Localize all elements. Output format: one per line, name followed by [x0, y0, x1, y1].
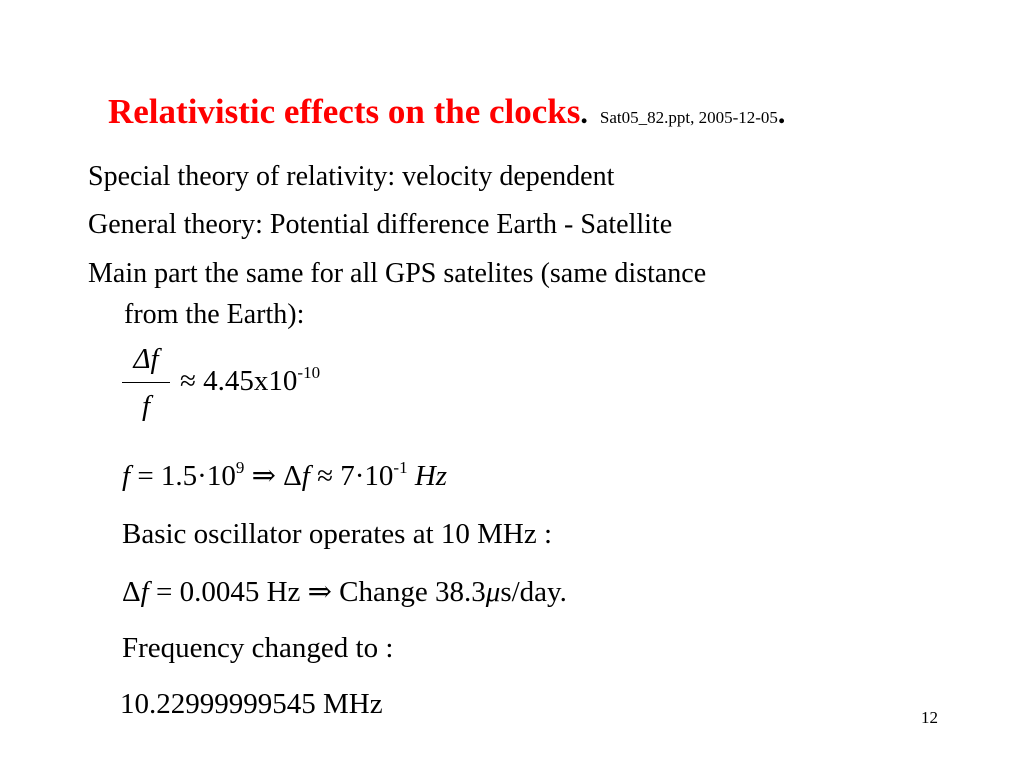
line-basic-oscillator: Basic oscillator operates at 10 MHz :: [122, 518, 553, 550]
fraction-denominator: f: [141, 390, 151, 422]
equation-frequency: [122, 458, 447, 493]
delta-unit: s/day.: [500, 576, 567, 608]
title-file-info: Sat05_82.ppt, 2005-12-05: [599, 108, 778, 127]
eq-f-value: = 1.5·10: [130, 460, 236, 492]
fraction-bar: [122, 382, 170, 383]
bullet-gps-main-part-continued: from the Earth):: [124, 299, 305, 330]
delta-symbol: Δ: [122, 576, 141, 608]
title-period: .: [580, 97, 588, 130]
slide-title: [108, 92, 785, 132]
delta-rest: = 0.0045 Hz ⇒ Change 38.3: [148, 576, 486, 608]
line-frequency-changed: Frequency changed to :: [122, 632, 394, 664]
fraction-approx-value: [180, 365, 320, 398]
title-main: Relativistic effects on the clocks: [108, 92, 581, 131]
approx-value: ≈ 4.45x10: [180, 365, 298, 397]
title-file-info-period: .: [777, 97, 786, 130]
eq-implies: ⇒ Δ: [244, 460, 302, 492]
eq-f-exponent: 9: [235, 458, 245, 477]
eq-delta-approx: ≈ 7·10: [309, 460, 394, 492]
eq-unit: Hz: [407, 460, 448, 492]
mu-symbol: μ: [485, 576, 501, 608]
eq-f: f: [122, 460, 131, 492]
bullet-gps-main-part: Main part the same for all GPS satelites (same distance: [88, 258, 707, 289]
equation-delta-f-change: [122, 574, 567, 609]
fraction-numerator: Δf: [133, 343, 159, 375]
eq-delta-exponent: -1: [393, 458, 408, 477]
bullet-general-relativity: General theory: Potential difference Earth - Satellite: [88, 209, 673, 240]
fraction-delta-f-over-f: [122, 340, 170, 425]
delta-f: f: [140, 576, 149, 608]
eq-delta-f: f: [301, 460, 310, 492]
line-new-frequency-value: 10.22999999545 MHz: [120, 688, 383, 720]
approx-exponent: -10: [297, 363, 321, 382]
bullet-special-relativity: Special theory of relativity: velocity dependent: [88, 161, 615, 192]
slide-number: 12: [921, 708, 938, 727]
